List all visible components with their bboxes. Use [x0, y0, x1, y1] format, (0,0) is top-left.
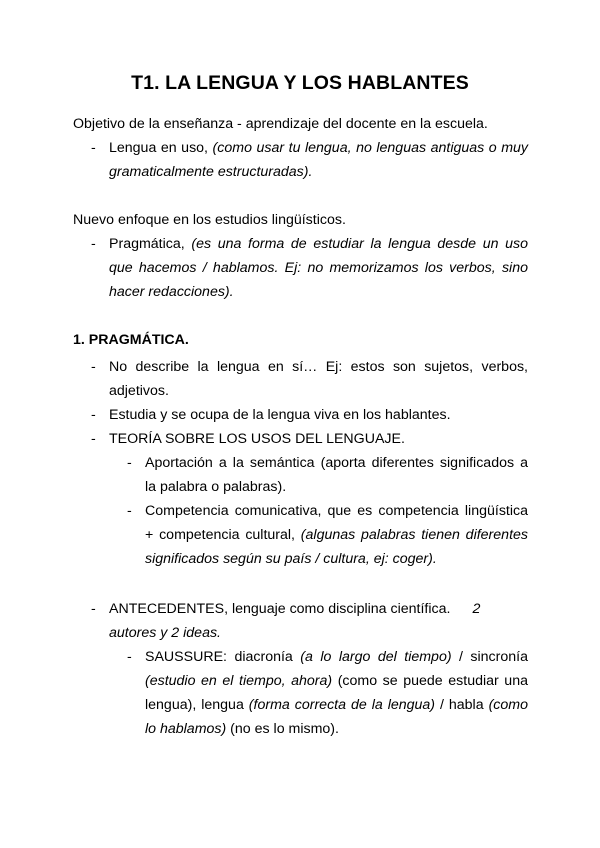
list-item-body [109, 597, 528, 645]
item-text: SAUSSURE: diacronía [145, 649, 301, 665]
item-text: / sincronía [451, 649, 528, 665]
item-italic-note: (es una forma de estudiar la lengua desde un uso que hacemos / hablamos. Ej: no memorizamos los verbos, sino hacer redacciones). [109, 236, 528, 300]
list-item-body: Estudia y se ocupa de la lengua viva en los hablantes. [109, 407, 451, 423]
bullet-dash: - [91, 140, 96, 156]
list-item-body: TEORÍA SOBRE LOS USOS DEL LENGUAJE. [109, 431, 405, 447]
item-text: ANTECEDENTES, lenguaje como disciplina científica. [109, 601, 451, 617]
bullet-dash: - [127, 503, 132, 519]
objetivo-paragraph: Objetivo de la enseñanza - aprendizaje del docente en la escuela. [73, 116, 488, 132]
item-text: Competencia comunicativa, que es competencia lingüística + competencia cultural, [145, 503, 528, 543]
item-italic-note: (algunas palabras tienen diferentes significados según su país / cultura, ej: coger). [145, 527, 528, 567]
item-text: Lengua en uso, [109, 140, 213, 156]
bullet-dash: - [91, 359, 96, 375]
list-item-body: Aportación a la semántica (aporta diferentes significados a la palabra o palabras). [145, 455, 528, 495]
list-item-body: No describe la lengua en sí… Ej: estos son sujetos, verbos, adjetivos. [109, 359, 528, 399]
item-text: (como se puede estudiar una lengua), lengua [145, 673, 528, 713]
item-text: (no es lo mismo). [226, 721, 339, 737]
bullet-dash: - [91, 431, 96, 447]
bullet-dash: - [127, 649, 132, 665]
item-italic-note: (como lo hablamos) [145, 697, 528, 737]
bullet-dash: - [127, 455, 132, 471]
item-italic-note: (estudio en el tiempo, ahora) [145, 673, 333, 689]
bullet-dash: - [91, 407, 96, 423]
item-text: / habla [435, 697, 489, 713]
list-item-body [109, 136, 528, 184]
list-item-body [109, 232, 528, 304]
bullet-dash: - [91, 601, 96, 617]
list-item-body [145, 645, 528, 741]
list-item-body [145, 499, 528, 571]
item-text: Pragmática, [109, 236, 192, 252]
bullet-dash: - [91, 236, 96, 252]
item-italic-note: 2 autores y 2 ideas. [109, 601, 481, 641]
page-title: T1. LA LENGUA Y LOS HABLANTES [131, 72, 469, 94]
item-italic-note: (a lo largo del tiempo) [300, 649, 452, 665]
item-italic-note: (como usar tu lengua, no lenguas antiguas o muy gramaticalmente estructuradas). [109, 140, 529, 180]
nuevo-enfoque-paragraph: Nuevo enfoque en los estudios lingüísticos. [73, 212, 346, 228]
item-italic-note: (forma correcta de la lengua) [248, 697, 436, 713]
section-heading-pragmatica: 1. PRAGMÁTICA. [73, 332, 189, 348]
